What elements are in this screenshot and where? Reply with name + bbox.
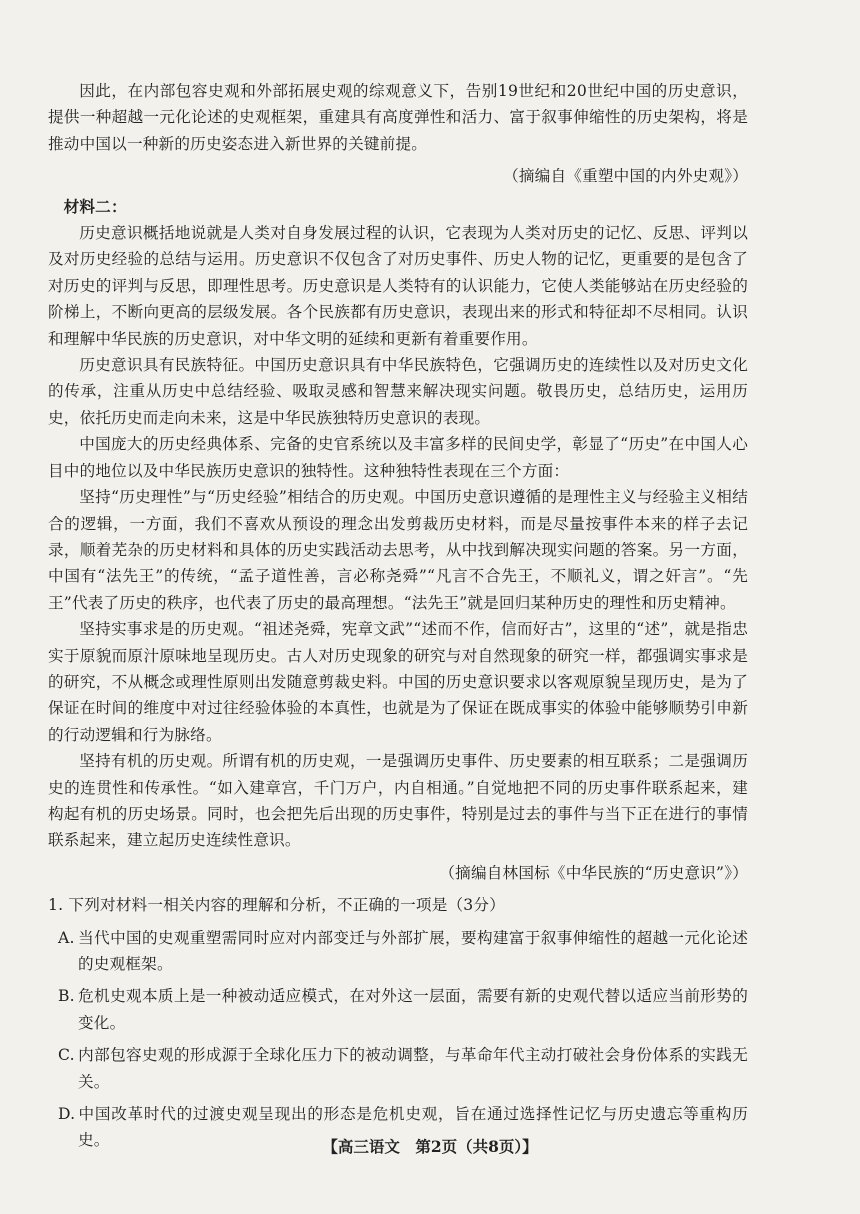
page-content (48, 78, 748, 1154)
paragraph: 中国庞大的历史经典体系、完备的史官系统以及丰富多样的民间史学，彰显了“历史”在中国人心目中的地位以及中华民族历史意识的独特性。这种独特性表现在三个方面： (48, 435, 748, 480)
option-letter: A. (58, 928, 75, 947)
material-label: 材料二： (63, 196, 127, 216)
question-stem: 1. 下列对材料一相关内容的理解和分析，不正确的一项是（3分） (48, 896, 505, 915)
page-footer: 【高三语文 第2页（共8页）】 (322, 1137, 538, 1156)
option-text: 中国改革时代的过渡史观呈现出的形态是危机史观，旨在通过选择性记忆与历史遗忘等重构历史。 (78, 1105, 748, 1150)
option-letter: D. (58, 1105, 76, 1124)
paragraph: 坚持实事求是的历史观。“祖述尧舜，宪章文武”“述而不作，信而好古”，这里的“述”，就是指忠实于原貌而原汁原味地呈现历史。古人对历史现象的研究与对自然现象的研究一样，都强调实事求是的研究，不从概念或理性原则出发随意剪裁史料。中国的历史意识要求以客观原貌呈现历史，是为了保证在时间的维度中对过往经验体验的本真性，也就是为了保证在既成事实的体验中能够顺势引申新的行动逻辑和行为脉络。 (48, 620, 748, 744)
option-text: 危机史观本质上是一种被动适应模式，在对外这一层面，需要有新的史观代替以适应当前形势的变化。 (78, 987, 748, 1032)
paragraph: 坚持“历史理性”与“历史经验”相结合的历史观。中国历史意识遵循的是理性主义与经验主义相结合的逻辑，一方面，我们不喜欢从预设的理念出发剪裁历史材料，而是尽量按事件本来的样子去记录，顺着芜杂的历史材料和具体的历史实践活动去思考，从中找到解决现实问题的答案。另一方面，中国有“法先王”的传统，“孟子道性善，言必称尧舜”“凡言不合先王，不顺礼义，谓之奸言”。“先王”代表了历史的秩序，也代表了历史的最高理想。“法先王”就是回归某种历史的理性和历史精神。 (48, 488, 748, 612)
option-text: 内部包容史观的形成源于全球化压力下的被动调整，与革命年代主动打破社会身份体系的实践无关。 (78, 1046, 748, 1091)
source-citation: （摘编自《重塑中国的内外史观》） (503, 167, 748, 186)
paragraph: 历史意识概括地说就是人类对自身发展过程的认识，它表现为人类对历史的记忆、反思、评判以及对历史经验的总结与运用。历史意识不仅包含了对历史事件、历史人物的记忆，更重要的是包含了对历史的评判与反思，即理性思考。历史意识是人类特有的认识能力，它使人类能够站在历史经验的阶梯上，不断向更高的层级发展。各个民族都有历史意识，表现出来的形式和特征却不尽相同。认识和理解中华民族的历史意识，对中华文明的延续和更新有着重要作用。 (48, 224, 748, 348)
option-c (48, 1042, 748, 1095)
paragraph: 历史意识具有民族特征。中国历史意识具有中华民族特色，它强调历史的连续性以及对历史文化的传承，注重从历史中总结经验、吸取灵感和智慧来解决现实问题。敬畏历史，总结历史，运用历史，依托历史而走向未来，这是中华民族独特历史意识的表现。 (48, 356, 748, 427)
paragraph: 坚持有机的历史观。所谓有机的历史观，一是强调历史事件、历史要素的相互联系；二是强调历史的连贯性和传承性。“如入建章宫，千门万户，内自相通。”自觉地把不同的历史事件联系起来，建构起有机的历史场景。同时，也会把先后出现的历史事件，特别是过去的事件与当下正在进行的事情联系起来，建立起历史连续性意识。 (48, 752, 748, 850)
option-letter: C. (58, 1046, 75, 1065)
option-text: 当代中国的史观重塑需同时应对内部变迁与外部扩展，要构建富于叙事伸缩性的超越一元化论述的史观框架。 (78, 928, 748, 973)
paragraph: 因此，在内部包容史观和外部拓展史观的综观意义下，告别19世纪和20世纪中国的历史意识，提供一种超越一元化论述的史观框架，重建具有高度弹性和活力、富于叙事伸缩性的历史架构，将是推动中国以一种新的历史姿态进入新世界的关键前提。 (48, 82, 748, 153)
option-letter: B. (58, 987, 75, 1006)
option-a (48, 925, 748, 978)
source-citation: （摘编自林国标《中华民族的“历史意识”》） (439, 863, 748, 882)
option-b (48, 983, 748, 1036)
